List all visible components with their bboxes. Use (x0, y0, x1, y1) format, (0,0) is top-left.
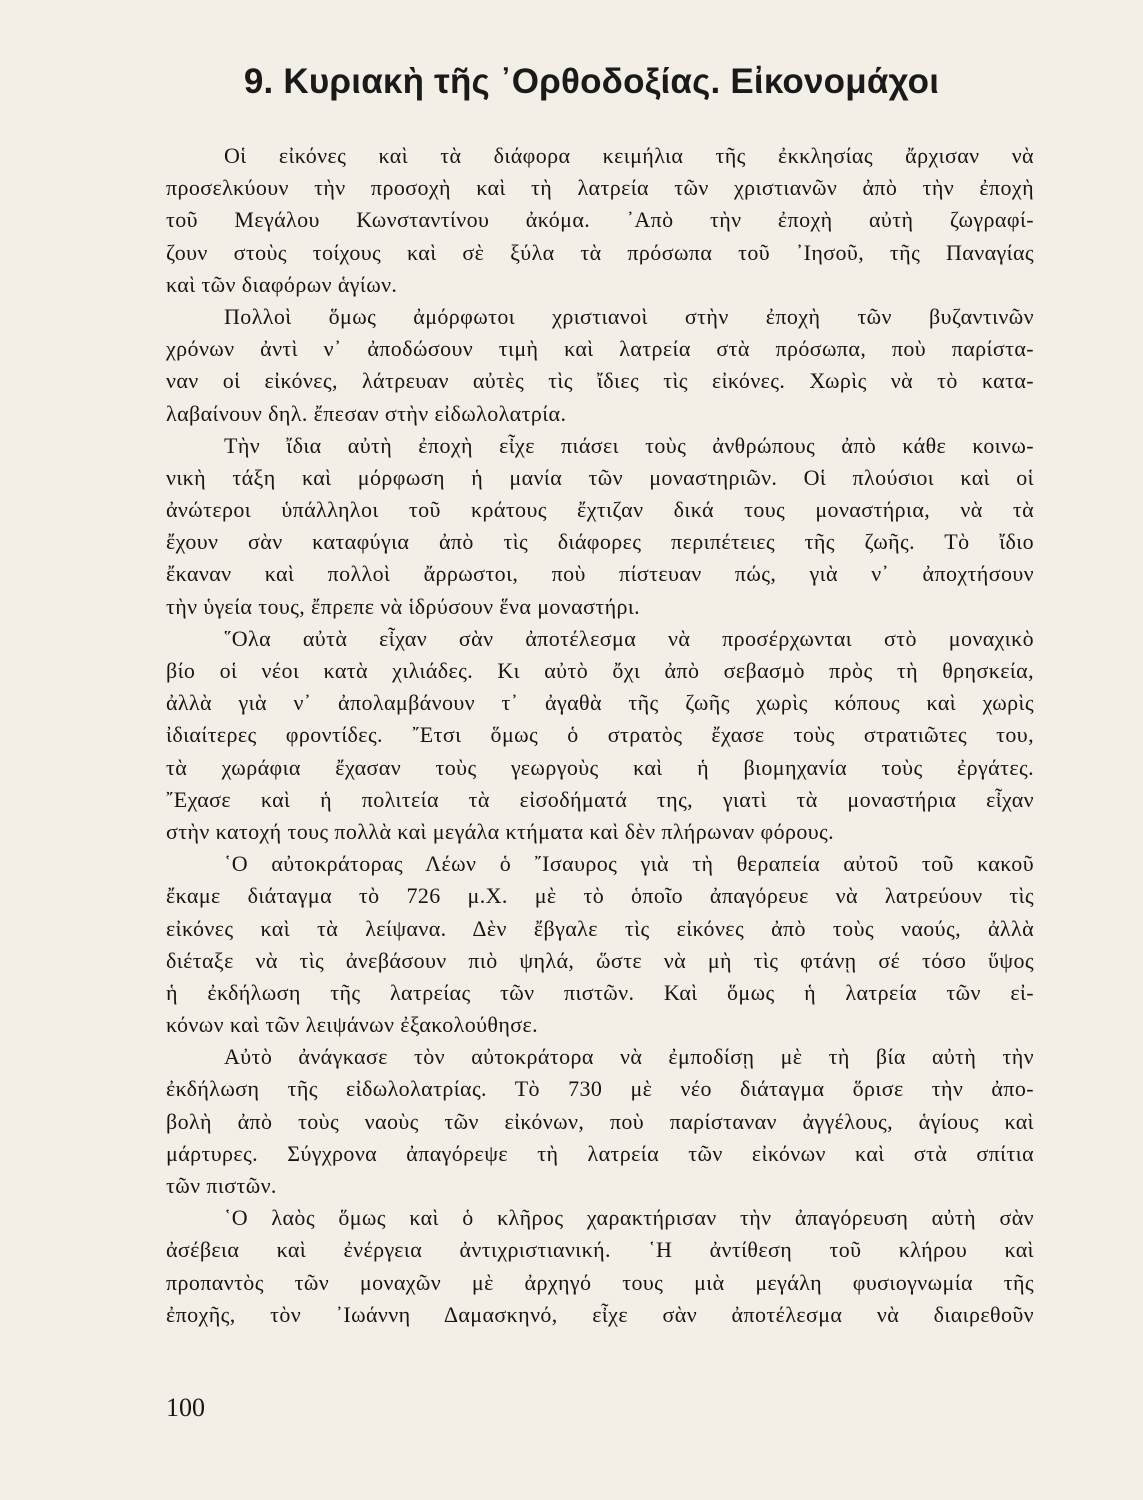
text-line-content: ἡ ἐκδήλωση τῆς λατρείας τῶν πιστῶν. Καὶ ὅμως ἡ λατρεία τῶν εἰ- (166, 979, 1034, 1005)
text-line-content: προσελκύουν τὴν προσοχὴ καὶ τὴ λατρεία τῶν χριστιανῶν ἀπὸ τὴν ἐποχὴ (166, 175, 1034, 201)
body-text (166, 140, 1034, 1331)
text-line-content: ζουν στοὺς τοίχους καὶ σὲ ξύλα τὰ πρόσωπα τοῦ ᾿Ιησοῦ, τῆς Παναγίας (166, 239, 1034, 265)
paragraph (166, 1041, 1034, 1202)
text-line-content: ἐποχῆς, τὸν ᾿Ιωάννη Δαμασκηνό, εἶχε σὰν ἀποτέλεσμα νὰ διαιρεθοῦν (166, 1301, 1034, 1327)
text-line-content: ἐκδήλωση τῆς εἰδωλολατρίας. Τὸ 730 μὲ νέο διάταγμα ὅρισε τὴν ἀπο- (166, 1076, 1034, 1102)
text-line-content: τὰ χωράφια ἔχασαν τοὺς γεωργοὺς καὶ ἡ βιομηχανία τοὺς ἐργάτες. (166, 754, 1034, 780)
text-line (166, 816, 1034, 848)
text-line (166, 301, 1034, 333)
text-line (166, 913, 1034, 945)
text-line (166, 719, 1034, 751)
text-line (166, 365, 1034, 397)
text-line (166, 752, 1034, 784)
text-line (166, 172, 1034, 204)
paragraph (166, 140, 1034, 301)
text-line (166, 1041, 1034, 1073)
text-line-content: εἰκόνες καὶ τὰ λείψανα. Δὲν ἔβγαλε τὶς εἰκόνες ἀπὸ τοὺς ναούς, ἀλλὰ (166, 915, 1034, 941)
text-line-content: Τὴν ἴδια αὐτὴ ἐποχὴ εἶχε πιάσει τοὺς ἀνθρώπους ἀπὸ κάθε κοινω- (224, 432, 1034, 458)
text-line (166, 1009, 1034, 1041)
text-line-content: ἀσέβεια καὶ ἐνέργεια ἀντιχριστιανική. ῾Η ἀντίθεση τοῦ κλήρου καὶ (166, 1237, 1034, 1263)
text-line (166, 1106, 1034, 1138)
text-line (166, 558, 1034, 590)
text-line (166, 333, 1034, 365)
text-line-content: μάρτυρες. Σύγχρονα ἀπαγόρεψε τὴ λατρεία τῶν εἰκόνων καὶ στὰ σπίτια (166, 1140, 1034, 1166)
text-line-content: στὴν κατοχή τους πολλὰ καὶ μεγάλα κτήματα καὶ δὲν πλήρωναν φόρους. (166, 818, 835, 844)
text-line-content: ῾Ο αὐτοκράτορας Λέων ὁ ῎Ισαυρος γιὰ τὴ θεραπεία αὐτοῦ τοῦ κακοῦ (224, 851, 1034, 877)
text-line (166, 1170, 1034, 1202)
text-line (166, 1299, 1034, 1331)
text-line (166, 591, 1034, 623)
text-line-content: βολὴ ἀπὸ τοὺς ναοὺς τῶν εἰκόνων, ποὺ παρίσταναν ἀγγέλους, ἁγίους καὶ (166, 1108, 1034, 1134)
text-line-content: ναν οἱ εἰκόνες, λάτρευαν αὐτὲς τὶς ἴδιες τὶς εἰκόνες. Χωρὶς νὰ τὸ κατα- (166, 368, 1034, 394)
text-line-content: Πολλοὶ ὅμως ἀμόρφωτοι χριστιανοὶ στὴν ἐποχὴ τῶν βυζαντινῶν (224, 303, 1034, 329)
text-line-content: τὴν ὑγεία τους, ἔπρεπε νὰ ἱδρύσουν ἕνα μοναστήρι. (166, 593, 641, 619)
chapter-title: 9. Κυριακὴ τῆς ᾿Ορθοδοξίας. Εἰκονομάχοι (243, 62, 940, 101)
text-line-content: νικὴ τάξη καὶ μόρφωση ἡ μανία τῶν μοναστηριῶν. Οἱ πλούσιοι καὶ οἱ (166, 464, 1034, 490)
text-line (166, 1234, 1034, 1266)
text-line (166, 398, 1034, 430)
text-line-content: ἀνώτεροι ὑπάλληλοι τοῦ κράτους ἔχτιζαν δικά τους μοναστήρια, νὰ τὰ (166, 497, 1034, 523)
text-line (166, 880, 1034, 912)
text-line (166, 1202, 1034, 1234)
text-line-content: ῾Ο λαὸς ὅμως καὶ ὁ κλῆρος χαρακτήρισαν τὴν ἀπαγόρευση αὐτὴ σὰν (224, 1205, 1034, 1231)
text-line (166, 204, 1034, 236)
text-line (166, 945, 1034, 977)
text-line (166, 269, 1034, 301)
text-line-content: ῎Εχασε καὶ ἡ πολιτεία τὰ εἰσοδήματά της, γιατὶ τὰ μοναστήρια εἶχαν (166, 786, 1034, 812)
text-line-content: ἔκαναν καὶ πολλοὶ ἄρρωστοι, ποὺ πίστευαν πώς, γιὰ ν᾿ ἀποχτήσουν (166, 561, 1034, 587)
text-line (166, 784, 1034, 816)
text-line-content: ἔκαμε διάταγμα τὸ 726 μ.Χ. μὲ τὸ ὁποῖο ἀπαγόρευε νὰ λατρεύουν τὶς (166, 883, 1034, 909)
text-line-content: προπαντὸς τῶν μοναχῶν μὲ ἀρχηγό τους μιὰ μεγάλη φυσιογνωμία τῆς (166, 1269, 1034, 1295)
paragraph (166, 848, 1034, 1041)
paragraph (166, 301, 1034, 430)
text-line (166, 1267, 1034, 1299)
text-line (166, 977, 1034, 1009)
text-line (166, 462, 1034, 494)
text-line-content: ἀλλὰ γιὰ ν᾿ ἀπολαμβάνουν τ᾿ ἀγαθὰ τῆς ζωῆς χωρὶς κόπους καὶ χωρὶς (166, 690, 1034, 716)
text-line-content: ἰδιαίτερες φροντίδες. ῎Ετσι ὅμως ὁ στρατὸς ἔχασε τοὺς στρατιῶτες του, (166, 722, 1034, 748)
text-line-content: ῞Ολα αὐτὰ εἶχαν σὰν ἀποτέλεσμα νὰ προσέρχωνται στὸ μοναχικὸ (224, 625, 1034, 651)
text-line-content: χρόνων ἀντὶ ν᾿ ἀποδώσουν τιμὴ καὶ λατρεία στὰ πρόσωπα, ποὺ παρίστα- (166, 336, 1034, 362)
text-line (166, 430, 1034, 462)
text-line (166, 687, 1034, 719)
paragraph (166, 623, 1034, 848)
text-line (166, 494, 1034, 526)
text-line-content: ἔχουν σὰν καταφύγια ἀπὸ τὶς διάφορες περιπέτειες τῆς ζωῆς. Τὸ ἴδιο (166, 529, 1034, 555)
text-line-content: λαβαίνουν δηλ. ἔπεσαν στὴν εἰδωλολατρία. (166, 400, 567, 426)
text-line-content: διέταξε νὰ τὶς ἀνεβάσουν πιὸ ψηλά, ὥστε νὰ μὴ τὶς φτάνῃ σέ τόσο ὕψος (166, 947, 1034, 973)
text-line-content: τῶν πιστῶν. (166, 1173, 277, 1198)
text-line (166, 526, 1034, 558)
text-line (166, 237, 1034, 269)
text-line-content: τοῦ Μεγάλου Κωνσταντίνου ἀκόμα. ᾿Απὸ τὴν ἐποχὴ αὐτὴ ζωγραφί- (166, 207, 1034, 233)
text-line-content: Οἱ εἰκόνες καὶ τὰ διάφορα κειμήλια τῆς ἐκκλησίας ἄρχισαν νὰ (224, 143, 1034, 168)
text-line (166, 1073, 1034, 1105)
text-line-content: κόνων καὶ τῶν λειψάνων ἐξακολούθησε. (166, 1012, 539, 1038)
paragraph (166, 430, 1034, 623)
text-line-content: βίο οἱ νέοι κατὰ χιλιάδες. Κι αὐτὸ ὄχι ἀπὸ σεβασμὸ πρὸς τὴ θρησκεία, (166, 658, 1034, 683)
text-line (166, 848, 1034, 880)
page-number: 100 (166, 1393, 205, 1422)
text-line (166, 140, 1034, 172)
text-line-content: Αὐτὸ ἀνάγκασε τὸν αὐτοκράτορα νὰ ἐμποδίσῃ μὲ τὴ βία αὐτὴ τὴν (224, 1044, 1034, 1070)
paragraph (166, 1202, 1034, 1331)
text-line (166, 655, 1034, 687)
text-line-content: καὶ τῶν διαφόρων ἁγίων. (166, 271, 398, 297)
text-line (166, 623, 1034, 655)
text-line (166, 1138, 1034, 1170)
